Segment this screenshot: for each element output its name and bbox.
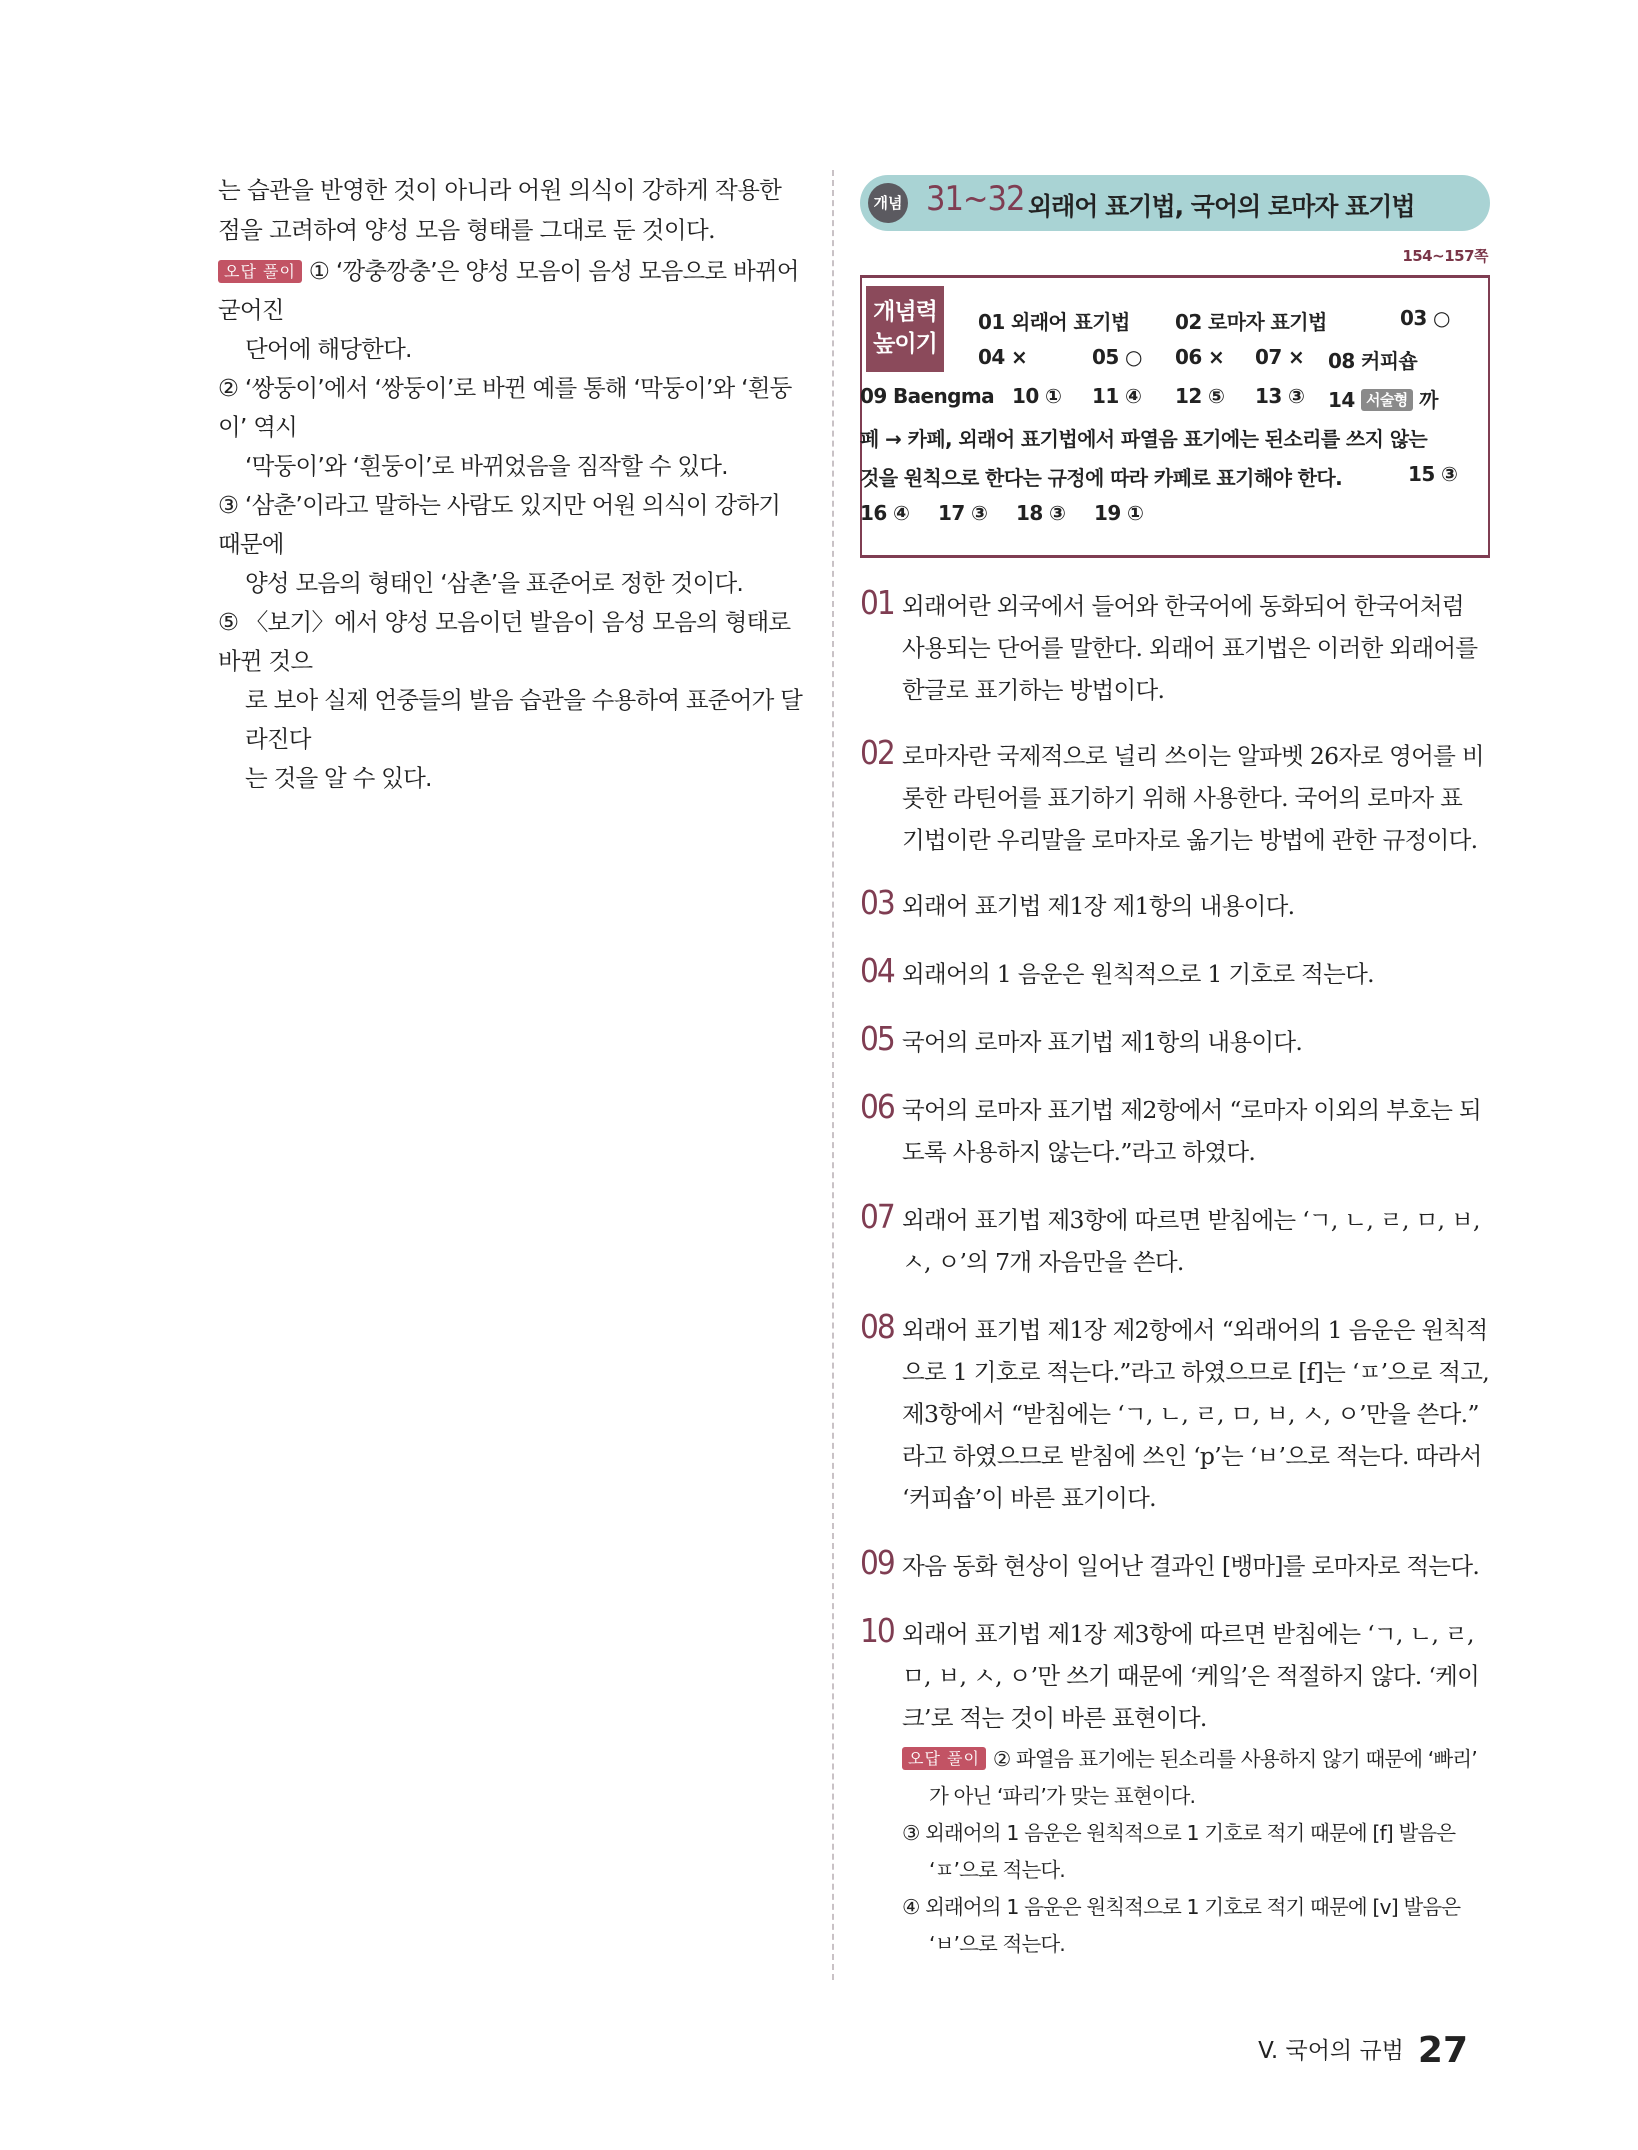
wrong-answer-badge: 오답 풀이: [218, 260, 302, 283]
answer-item: 11 ④: [1092, 384, 1142, 408]
answer-item: 12 ⑤: [1175, 384, 1225, 408]
explanation-item: 08 외래어 표기법 제1장 제2항에서 “외래어의 1 음운은 원칙적 으로 1 기호로 적는다.”라고 하였으므로 [f]는 ‘ㅍ’으로 적고, 제3항에서 “받침에는 ‘ㄱ, ㄴ, ㄹ, ㅁ, ㅂ, ㅅ, ㅇ’만을 쓴다.” 라고 하였으므로 받침에 쓰인 ‘p’는 ‘ㅂ’으로 적는다. 따라서 ‘커피숍’이 바른 표기이다.: [860, 1307, 1489, 1512]
explanation-item: 04 외래어의 1 음운은 원칙적으로 1 기호로 적는다.: [860, 951, 1374, 990]
answer-item: 10 ①: [1012, 384, 1062, 408]
note-text: 는 것을 알 수 있다.: [245, 764, 432, 792]
wrong-answer-note: [218, 252, 803, 330]
answer-item: 09 Baengma: [860, 384, 994, 408]
item-number: 10: [860, 1611, 894, 1650]
explanation-item: 09 자음 동화 현상이 일어난 결과인 [뱅마]를 로마자로 적는다.: [860, 1543, 1480, 1582]
note-text: ‘막둥이’와 ‘흰둥이’로 바뀌었음을 짐작할 수 있다.: [245, 452, 728, 480]
explanation-item: 05 국어의 로마자 표기법 제1항의 내용이다.: [860, 1019, 1303, 1058]
answer-item: 08 커피숍: [1328, 349, 1418, 373]
answer-item: 18 ③: [1016, 501, 1066, 525]
answer-item: 04 ×: [978, 345, 1028, 369]
explanation-item: 06 국어의 로마자 표기법 제2항에서 “로마자 이외의 부호는 되 도록 사용하지 않는다.”라고 하였다.: [860, 1087, 1481, 1166]
explanation-item: 01 외래어란 외국에서 들어와 한국어에 동화되어 한국어처럼 사용되는 단어를 말한다. 외래어 표기법은 이러한 외래어를 한글로 표기하는 방법이다.: [860, 583, 1478, 704]
concept-header: [860, 175, 1490, 231]
item-number: 05: [860, 1019, 894, 1058]
explanation-item: 02 로마자란 국제적으로 널리 쓰이는 알파벳 26자로 영어를 비 롯한 라틴어를 표기하기 위해 사용한다. 국어의 로마자 표 기법이란 우리말을 로마자로 옮기는 방법에 관한 규정이다.: [860, 733, 1484, 854]
item-number: 01: [860, 583, 894, 622]
explanation-item: 03 외래어 표기법 제1장 제1항의 내용이다.: [860, 883, 1295, 922]
note-text: ② ‘쌍둥이’에서 ‘쌍둥이’로 바뀐 예를 통해 ‘막둥이’와 ‘흰둥이’ 역시: [218, 374, 792, 441]
note-text: 로 보아 실제 언중들의 발음 습관을 수용하여 표준어가 달라진다: [245, 686, 803, 753]
page-footer: [1258, 2030, 1468, 2071]
item-number: 07: [860, 1197, 894, 1236]
note-text: 양성 모음의 형태인 ‘삼촌’을 표준어로 정한 것이다.: [245, 569, 744, 597]
note-text: ⑤ 〈보기〉에서 양성 모음이던 발음이 음성 모음의 형태로 바뀐 것으: [218, 608, 791, 675]
answer-item: 14 서술형 까: [1328, 388, 1438, 412]
item-number: 02: [860, 733, 894, 772]
concept-range: 31~32: [926, 179, 1025, 219]
answer-item: 07 ×: [1255, 345, 1305, 369]
answer-item: 13 ③: [1255, 384, 1305, 408]
concept-title: 외래어 표기법, 국어의 로마자 표기법: [1028, 192, 1415, 221]
column-divider: [832, 170, 834, 1980]
answer-box-label: 개념력 높이기: [866, 286, 944, 372]
answer-box: [860, 275, 1490, 558]
wrong-answer-badge: 오답 풀이: [902, 1747, 986, 1770]
answer-item: 01 외래어 표기법: [978, 310, 1130, 334]
paragraph-line: 점을 고려하여 양성 모음 형태를 그대로 둔 것이다.: [218, 216, 715, 244]
paragraph-line: 는 습관을 반영한 것이 아니라 어원 의식이 강하게 작용한: [218, 176, 782, 204]
item-number: 03: [860, 883, 894, 922]
item-number: 09: [860, 1543, 894, 1582]
item-number: 06: [860, 1087, 894, 1126]
page-reference: 154~157쪽: [1402, 247, 1488, 265]
answer-item: 17 ③: [938, 501, 988, 525]
answer-item: 05 ○: [1092, 345, 1142, 369]
note-text: ① ‘깡충깡충’은 양성 모음이 음성 모음으로 바뀌어 굳어진: [218, 257, 799, 324]
page-number: 27: [1417, 2030, 1468, 2071]
answer-item: 03 ○: [1400, 306, 1450, 330]
answer-item: 것을 원칙으로 한다는 규정에 따라 카페로 표기해야 한다.: [860, 466, 1343, 490]
descriptive-badge: 서술형: [1361, 389, 1413, 411]
answer-item: 15 ③: [1408, 462, 1458, 486]
answer-item: 06 ×: [1175, 345, 1225, 369]
section-title: V. 국어의 규범: [1258, 2038, 1404, 2064]
answer-item: 16 ④: [860, 501, 910, 525]
item-number: 08: [860, 1307, 894, 1346]
explanation-item: 10 외래어 표기법 제1장 제3항에 따르면 받침에는 ‘ㄱ, ㄴ, ㄹ, ㅁ, ㅂ, ㅅ, ㅇ’만 쓰기 때문에 ‘케잌’은 적절하지 않다. ‘케이 크’로 적는 것이 바른 표현이다. 오답 풀이 ② 파열음 표기에는 된소리를 사용하지 않기 때문에 ‘빠리’ 가 아닌 ‘파리’가 맞는 표현이다. ③ 외래어의 1 음운은 원칙적으로 1 기호로 적기 때문에 [f] 발음은 ‘ㅍ’으로 적는다. ④ 외래어의 1 음운은 원칙적으로 1 기호로 적기 때문에 [v] 발음은 ‘ㅂ’으로 적는다.: [860, 1613, 1494, 1963]
item-number: 04: [860, 951, 894, 990]
concept-tag: 개념: [868, 183, 908, 223]
explanation-item: 07 외래어 표기법 제3항에 따르면 받침에는 ‘ㄱ, ㄴ, ㄹ, ㅁ, ㅂ, ㅅ, ㅇ’의 7개 자음만을 쓴다.: [860, 1197, 1480, 1276]
answer-item: 02 로마자 표기법: [1175, 310, 1327, 334]
left-column: [218, 170, 803, 798]
note-text: ③ ‘삼춘’이라고 말하는 사람도 있지만 어원 의식이 강하기 때문에: [218, 491, 781, 558]
note-text: 단어에 해당한다.: [245, 335, 412, 363]
answer-item: 페 → 카페, 외래어 표기법에서 파열음 표기에는 된소리를 쓰지 않는: [860, 427, 1428, 451]
answer-item: 19 ①: [1094, 501, 1144, 525]
wrong-answer-note: 오답 풀이 ② 파열음 표기에는 된소리를 사용하지 않기 때문에 ‘빠리’ 가 아닌 ‘파리’가 맞는 표현이다. ③ 외래어의 1 음운은 원칙적으로 1 기호로 적기 때문에 [f] 발음은 ‘ㅍ’으로 적는다. ④ 외래어의 1 음운은 원칙적으로 1 기호로 적기 때문에 [v] 발음은 ‘ㅂ’으로 적는다.: [902, 1747, 1477, 1956]
